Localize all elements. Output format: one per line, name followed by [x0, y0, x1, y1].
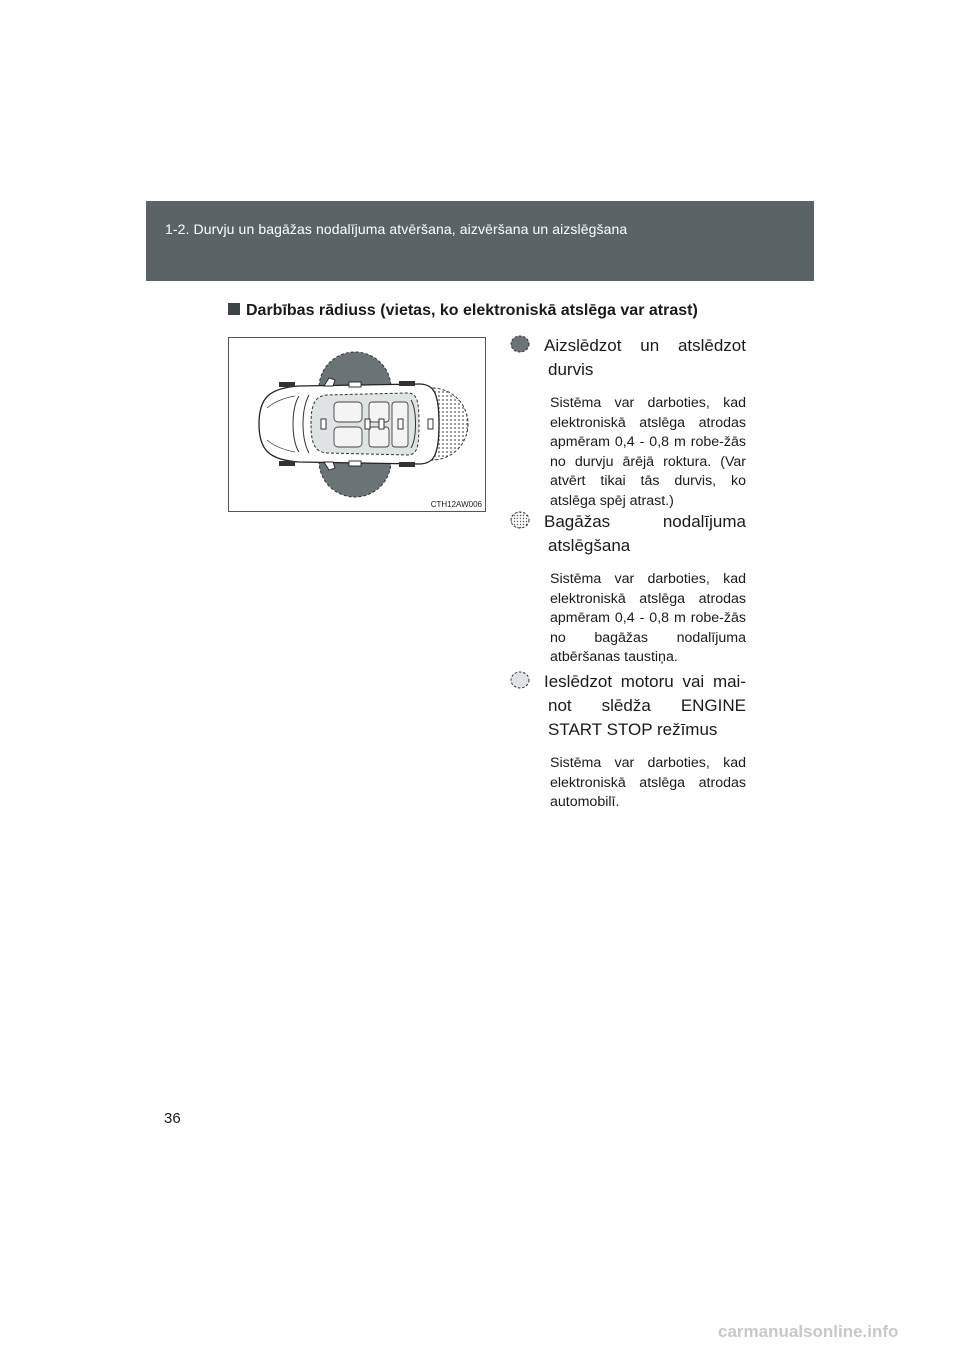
operating-range-figure	[228, 337, 486, 512]
antenna-icon	[379, 419, 384, 429]
legend-title: Aizslēdzot un atslēdzot durvis	[544, 336, 746, 379]
watermark: carmanualsonline.info	[718, 1322, 899, 1341]
legend-title: Ieslēdzot motoru vai mai- not slēdža ENGINE START STOP režīmus	[544, 672, 746, 739]
square-bullet-icon	[228, 303, 240, 315]
section-heading	[228, 302, 698, 320]
legend-item-doors	[510, 334, 746, 511]
dark-filled-dashed-circle-icon	[510, 335, 530, 353]
legend-description: Sistēma var darboties, kad elektroniskā atslēga atrodas apmēram 0,4 - 0,8 m robe-žās no bagāžas nodalījuma atbēršanas taustiņa.	[550, 571, 746, 665]
car-top-view-diagram	[229, 338, 485, 511]
page-number: 36	[164, 1110, 181, 1127]
section-heading-text: Darbības rādiuss (vietas, ko elektroniskā atslēga var atrast)	[246, 302, 698, 319]
figure-code: CTH12AW006	[430, 500, 482, 509]
antenna-icon	[321, 419, 326, 429]
antenna-icon	[398, 419, 403, 429]
door-handle-antenna-icon	[349, 461, 361, 466]
chapter-header-title: 1-2. Durvju un bagāžas nodalījuma atvēršana, aizvēršana un aizslēgšana	[165, 221, 628, 237]
chapter-header-band	[146, 201, 814, 281]
legend-item-trunk	[510, 510, 746, 668]
legend-description: Sistēma var darboties, kad elektroniskā atslēga atrodas apmēram 0,4 - 0,8 m robe-žās no durvju ārējā roktura. (Var atvērt tikai tās durvis, ko atslēga spēj atrast.)	[550, 395, 746, 509]
legend-item-engine	[510, 670, 746, 813]
light-filled-dashed-circle-icon	[510, 671, 530, 689]
dotted-dashed-circle-icon	[510, 511, 530, 529]
antenna-icon	[365, 419, 370, 429]
legend-description: Sistēma var darboties, kad elektroniskā atslēga atrodas automobilī.	[550, 755, 746, 810]
door-handle-antenna-icon	[349, 382, 361, 387]
trunk-antenna-icon	[428, 419, 433, 429]
legend-title: Bagāžas nodalījuma atslēgšana	[544, 512, 746, 555]
